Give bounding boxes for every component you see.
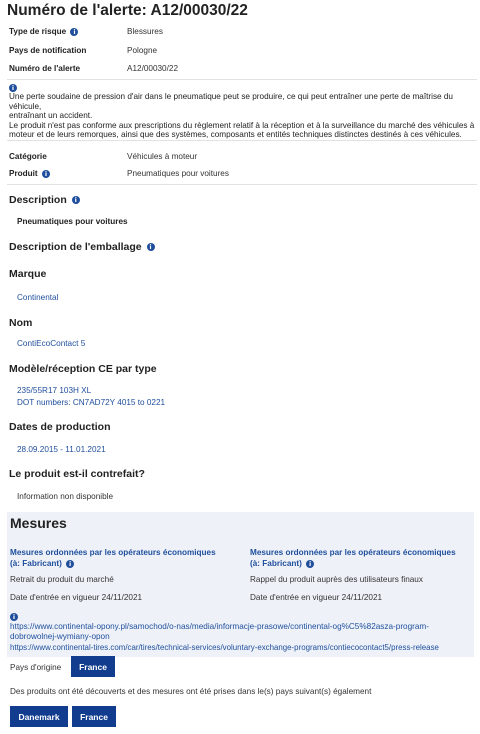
modele-heading: Modèle/réception CE par type <box>9 363 157 375</box>
description-value: Pneumatiques pour voitures <box>17 217 128 226</box>
nom-heading: Nom <box>9 317 33 329</box>
dates-value: 28.09.2015 - 11.01.2021 <box>17 445 106 454</box>
mesure-col2-date: Date d'entrée en vigueur 24/11/2021 <box>250 593 383 602</box>
mesure-col1-date: Date d'entrée en vigueur 24/11/2021 <box>10 593 143 602</box>
mesure-col1-heading-line2: (à: Fabricant) <box>10 559 62 568</box>
url-1[interactable] <box>10 622 429 642</box>
mesure-col2-action: Rappel du produit auprès des utilisateurs finaux <box>250 575 423 584</box>
description-heading-text: Description <box>9 194 67 206</box>
page-title: Numéro de l'alerte: A12/00030/22 <box>7 2 248 19</box>
url-2[interactable]: https://www.continental-tires.com/car/tires/technical-services/voluntary-exchange-programs/contiecocontact5/press-release <box>10 643 439 652</box>
numero-value: A12/00030/22 <box>127 64 178 73</box>
pays-value: Pologne <box>127 46 158 55</box>
info-icon[interactable]: i <box>306 560 314 568</box>
categorie-value: Véhicules à moteur <box>127 152 198 161</box>
info-icon[interactable]: i <box>9 84 17 92</box>
info-icon[interactable]: i <box>70 28 78 36</box>
risk-line-3: Le produit n'est pas conforme aux prescriptions du règlement relatif à la réception et à la surveillance du marché des véhicules à <box>9 120 475 130</box>
nom-value: ContiEcoContact 5 <box>17 339 86 348</box>
divider <box>7 140 477 141</box>
modele-line-2: DOT numbers: CN7AD72Y 4015 to 0221 <box>17 398 166 407</box>
mesure-col2-heading-line1: Mesures ordonnées par les opérateurs économiques <box>250 548 456 557</box>
contrefait-heading: Le produit est-il contrefait? <box>9 468 145 480</box>
emballage-heading <box>9 241 155 253</box>
produit-value: Pneumatiques pour voitures <box>127 169 229 178</box>
info-icon[interactable]: i <box>42 170 50 178</box>
dates-heading: Dates de production <box>9 421 111 433</box>
mesure-col1-heading-line1: Mesures ordonnées par les opérateurs économiques <box>10 548 216 557</box>
url-1-line-1[interactable]: https://www.continental-opony.pl/samochod/o-nas/media/informacje-prasowe/continental-og%C5%82asza-program- <box>10 622 429 631</box>
url-1-line-2[interactable]: dobrowolnej-wymiany-opon <box>10 632 110 641</box>
divider <box>7 184 477 185</box>
origin-country-button[interactable]: France <box>71 656 115 677</box>
categorie-label: Catégorie <box>9 152 47 161</box>
produit-label <box>9 169 50 178</box>
info-icon[interactable]: i <box>147 243 155 251</box>
risk-line-1: Une perte soudaine de pression d'air dans le pneumatique peut se produire, ce qui peut entraîner une perte de maîtrise du véhicule, <box>9 92 453 111</box>
info-icon[interactable]: i <box>66 560 74 568</box>
type-risque-value: Blessures <box>127 27 163 36</box>
numero-label: Numéro de l'alerte <box>9 64 81 73</box>
modele-line-1: 235/55R17 103H XL <box>17 386 92 395</box>
found-text: Des produits ont été découverts et des mesures ont été prises dans le(s) pays suivant(s) également <box>10 687 372 696</box>
mesure-col1-action: Retrait du produit du marché <box>10 575 114 584</box>
description-heading <box>9 194 80 206</box>
marque-heading: Marque <box>9 268 47 280</box>
type-risque-label <box>9 27 78 36</box>
risk-line-2: entraînant un accident. <box>9 111 93 121</box>
info-icon[interactable]: i <box>72 196 80 204</box>
produit-label-text: Produit <box>9 169 38 178</box>
contrefait-value: Information non disponible <box>17 492 114 501</box>
origin-label: Pays d'origine <box>10 663 62 672</box>
info-icon-wrap <box>10 612 18 621</box>
country-button-danemark[interactable]: Danemark <box>10 706 68 727</box>
marque-value: Continental <box>17 293 59 302</box>
mesure-col2-heading-line2: (à: Fabricant) <box>250 559 302 568</box>
mesure-col1-heading <box>10 547 235 569</box>
info-icon[interactable]: i <box>10 613 18 621</box>
divider <box>7 79 477 80</box>
mesures-heading: Mesures <box>10 515 67 531</box>
risk-description <box>9 83 479 139</box>
type-risque-label-text: Type de risque <box>9 27 67 36</box>
mesure-col2-heading <box>250 547 475 569</box>
risk-line-4: moteur et de leurs remorques, ainsi que des systèmes, composants et entités techniques distinctes destinés à ces véhicules. <box>9 130 462 140</box>
country-button-france[interactable]: France <box>72 706 116 727</box>
emballage-heading-text: Description de l'emballage <box>9 241 142 253</box>
pays-label: Pays de notification <box>9 46 87 55</box>
